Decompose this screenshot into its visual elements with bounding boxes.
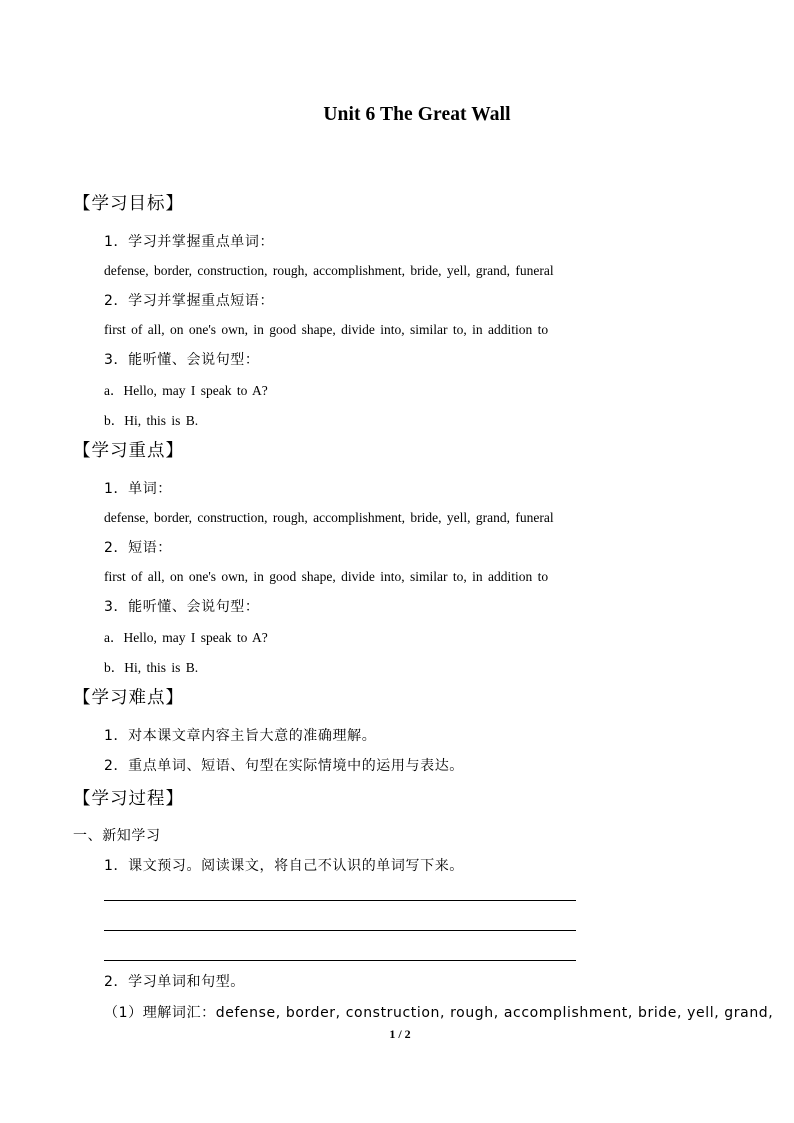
- objectives-item2-phrases: first of all, on one's own, in good shape, divide into, similar to, in addition to: [104, 322, 549, 337]
- objectives-item2-label: 2．学习并掌握重点短语：: [104, 293, 275, 309]
- process-step2-sub1: （1）理解词汇：defense, border, construction, rough, accomplishment, bride, yell, grand,: [104, 1005, 774, 1021]
- objectives-item3-label: 3．能听懂、会说句型：: [104, 352, 260, 368]
- section-heading-key-points: 【学习重点】: [73, 441, 184, 461]
- answer-line-3[interactable]: [104, 960, 576, 961]
- key-points-sentence-a: a．Hello, may I speak to A?: [104, 630, 268, 645]
- answer-line-2[interactable]: [104, 930, 576, 931]
- key-points-item2-phrases: first of all, on one's own, in good shape, divide into, similar to, in addition to: [104, 569, 549, 584]
- difficulties-item1: 1．对本课文章内容主旨大意的准确理解。: [104, 728, 377, 744]
- section-heading-difficulties: 【学习难点】: [73, 688, 184, 708]
- answer-line-1[interactable]: [104, 900, 576, 901]
- document-title: Unit 6 The Great Wall: [323, 104, 511, 125]
- process-step1: 1．课文预习。阅读课文，将自己不认识的单词写下来。: [104, 858, 464, 874]
- process-step2: 2．学习单词和句型。: [104, 974, 245, 990]
- section-heading-objectives: 【学习目标】: [73, 194, 184, 214]
- objectives-sentence-a: a．Hello, may I speak to A?: [104, 383, 268, 398]
- difficulties-item2: 2．重点单词、短语、句型在实际情境中的运用与表达。: [104, 758, 464, 774]
- key-points-item1-label: 1．单词：: [104, 481, 172, 497]
- objectives-sentence-b: b．Hi, this is B.: [104, 413, 199, 428]
- process-part1-heading: 一、新知学习: [73, 828, 161, 844]
- key-points-item1-words: defense, border, construction, rough, accomplishment, bride, yell, grand, funeral: [104, 510, 554, 525]
- page-number: 1 / 2: [389, 1027, 411, 1041]
- objectives-item1-label: 1．学习并掌握重点单词：: [104, 234, 275, 250]
- objectives-item1-words: defense, border, construction, rough, accomplishment, bride, yell, grand, funeral: [104, 263, 554, 278]
- section-heading-process: 【学习过程】: [73, 789, 184, 809]
- key-points-item3-label: 3．能听懂、会说句型：: [104, 599, 260, 615]
- key-points-item2-label: 2．短语：: [104, 540, 172, 556]
- key-points-sentence-b: b．Hi, this is B.: [104, 660, 199, 675]
